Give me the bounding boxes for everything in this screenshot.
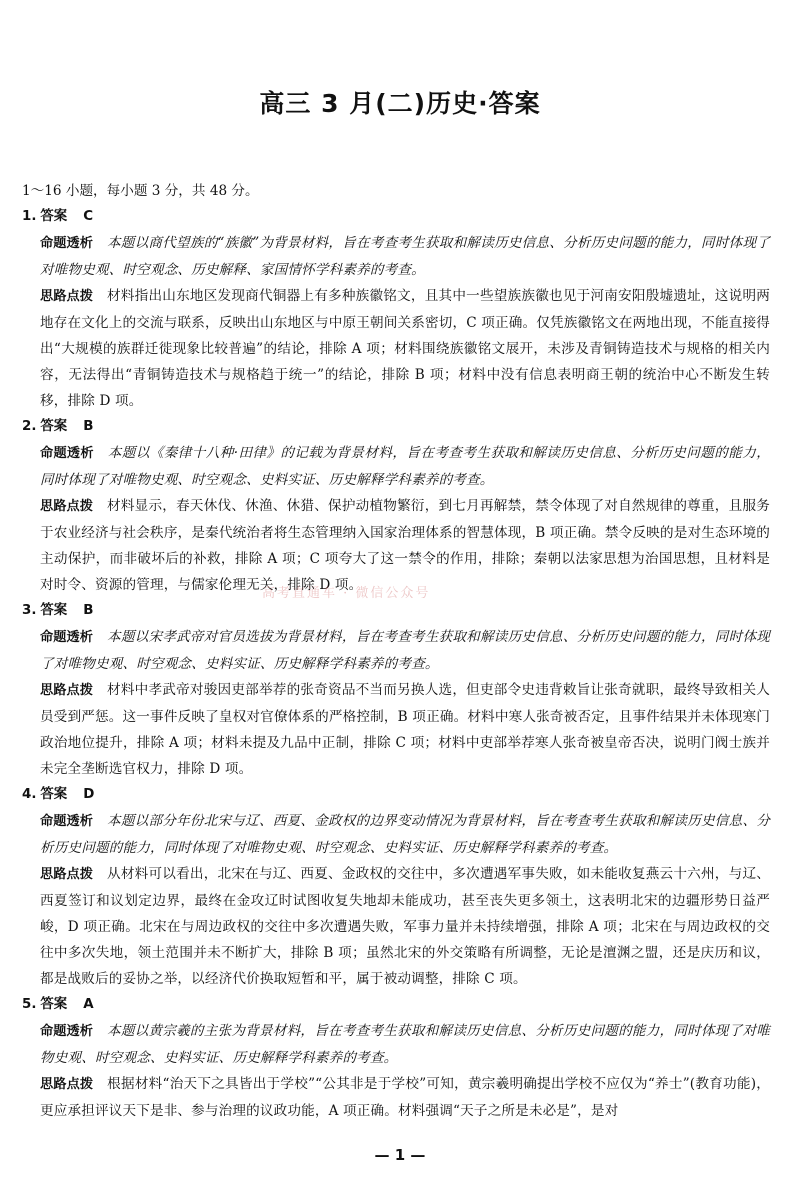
analysis-text: 本题以部分年份北宋与辽、西夏、金政权的边界变动情况为背景材料，旨在考查考生获取和解读历史信息、分析历史问题的能力，同时体现了对唯物史观、时空观念、史料实证、历史解释学科素养的考查。 <box>40 813 770 856</box>
question-header <box>22 992 770 1018</box>
analysis-text: 本题以宋孝武帝对官员选拔为背景材料，旨在考查考生获取和解读历史信息、分析历史问题的能力，同时体现了对唯物史观、时空观念、史料实证、历史解释学科素养的考查。 <box>40 629 770 672</box>
analysis-text: 本题以商代望族的“族徽”为背景材料，旨在考查考生获取和解读历史信息、分析历史问题的能力，同时体现了对唯物史观、时空观念、历史解释、家国情怀学科素养的考查。 <box>40 235 771 278</box>
hint-paragraph <box>22 283 770 414</box>
question-number: 5. <box>22 997 37 1012</box>
answer-label: 答案 <box>40 209 68 224</box>
answer-label: 答案 <box>40 603 68 618</box>
question-number: 1. <box>22 209 37 224</box>
answer-label: 答案 <box>40 787 68 802</box>
answer-value: B <box>83 419 94 434</box>
analysis-text: 本题以《秦律十八种·田律》的记载为背景材料，旨在考查考生获取和解读历史信息、分析历史问题的能力，同时体现了对唯物史观、时空观念、史料实证、历史解释学科素养的考查。 <box>40 445 770 488</box>
answer-label: 答案 <box>40 997 68 1012</box>
question-number: 4. <box>22 787 37 802</box>
hint-text: 根据材料“治天下之具皆出于学校”“公其非是于学校”可知，黄宗羲明确提出学校不应仅为“养士”(教育功能)，更应承担评议天下是非、参与治理的议政功能，A 项正确。材料强调“天子之所是未必是”，是对 <box>40 1076 771 1119</box>
answer-label: 答案 <box>40 419 68 434</box>
question-header <box>22 782 770 808</box>
question-block <box>22 414 770 598</box>
question-number: 2. <box>22 419 37 434</box>
hint-label: 思路点拨 <box>40 289 94 304</box>
question-header <box>22 414 770 440</box>
analysis-label: 命题透析 <box>40 1024 94 1039</box>
question-header <box>22 598 770 624</box>
hint-text: 材料中孝武帝对骏因吏部举荐的张奇资品不当而另换人选，但吏部令史违背敕旨让张奇就职，最终导致相关人员受到严惩。这一事件反映了皇权对官僚体系的严格控制，B 项正确。材料中寒人张奇被否定，且事件结果并未体现寒门政治地位提升，排除 A 项；材料未提及九品中正制，排除 C 项；材料中吏部举荐寒人张奇被皇帝否决，说明门阀士族并未完全垄断选官权力，排除 D 项。 <box>40 682 770 777</box>
analysis-paragraph <box>22 624 770 677</box>
analysis-label: 命题透析 <box>40 446 94 461</box>
question-block <box>22 204 770 414</box>
hint-text: 材料显示，春天休伐、休渔、休猎、保护动植物繁衍，到七月再解禁，禁令体现了对自然规律的尊重，且服务于农业经济与社会秩序，是秦代统治者将生态管理纳入国家治理体系的智慧体现，B 项正确。禁令反映的是对生态环境的主动保护，而非破坏后的补救，排除 A 项；C 项夸大了这一禁令的作用，排除；秦朝以法家思想为治国思想，且材料是对时令、资源的管理，与儒家伦理无关，排除 D 项。 <box>40 498 770 593</box>
hint-label: 思路点拨 <box>40 499 94 514</box>
question-block <box>22 992 770 1124</box>
hint-label: 思路点拨 <box>40 683 94 698</box>
answer-value: C <box>83 209 94 224</box>
hint-paragraph <box>22 493 770 598</box>
section-intro: 1～16 小题，每小题 3 分，共 48 分。 <box>22 183 259 199</box>
answer-content <box>22 178 770 1124</box>
analysis-text: 本题以黄宗羲的主张为背景材料，旨在考查考生获取和解读历史信息、分析历史问题的能力，同时体现了对唯物史观、时空观念、史料实证、历史解释学科素养的考查。 <box>40 1023 770 1066</box>
question-number: 3. <box>22 603 37 618</box>
analysis-label: 命题透析 <box>40 630 94 645</box>
analysis-label: 命题透析 <box>40 236 93 251</box>
analysis-paragraph <box>22 1018 770 1071</box>
hint-text: 从材料可以看出，北宋在与辽、西夏、金政权的交往中，多次遭遇军事失败，如未能收复燕云十六州，与辽、西夏签订和议划定边界，最终在金攻辽时试图收复失地却未能成功，甚至丧失更多领土，这表明北宋的边疆形势日益严峻，D 项正确。北宋在与周边政权的交往中多次遭遇失败，军事力量并未持续增强，排除 A 项；北宋在与周边政权的交往中多次失地，领土范围并未不断扩大，排除 B 项；虽然北宋的外交策略有所调整，无论是澶渊之盟，还是庆历和议，都是战败后的妥协之举，以经济代价换取短暂和平，属于被动调整，排除 C 项。 <box>40 866 770 987</box>
question-block <box>22 598 770 782</box>
answer-value: B <box>83 603 94 618</box>
answer-value: D <box>83 787 95 802</box>
hint-label: 思路点拨 <box>40 867 94 882</box>
page-title: 高三 3 月(二)历史·答案 <box>259 89 541 118</box>
watermark: 高考直通车 · 微信公众号 <box>262 586 431 601</box>
question-block <box>22 782 770 992</box>
analysis-paragraph <box>22 808 770 861</box>
hint-paragraph <box>22 861 770 992</box>
page-number: — 1 — <box>374 1146 426 1164</box>
analysis-paragraph <box>22 230 770 283</box>
hint-label: 思路点拨 <box>40 1077 94 1092</box>
analysis-label: 命题透析 <box>40 814 94 829</box>
question-header <box>22 204 770 230</box>
answer-value: A <box>83 997 94 1012</box>
hint-paragraph <box>22 1071 770 1124</box>
hint-paragraph <box>22 677 770 782</box>
hint-text: 材料指出山东地区发现商代铜器上有多种族徽铭文，且其中一些望族族徽也见于河南安阳殷墟遗址，这说明两地存在文化上的交流与联系，反映出山东地区与中原王朝间关系密切，C 项正确。仅凭族徽铭文在两地出现，不能直接得出“大规模的族群迁徙现象比较普遍”的结论，排除 A 项；材料围绕族徽铭文展开，未涉及青铜铸造技术与规格的相关内容，无法得出“青铜铸造技术与规格趋于统一”的结论，排除 B 项；材料中没有信息表明商王朝的统治中心不断发生转移，排除 D 项。 <box>40 288 770 409</box>
analysis-paragraph <box>22 440 770 493</box>
